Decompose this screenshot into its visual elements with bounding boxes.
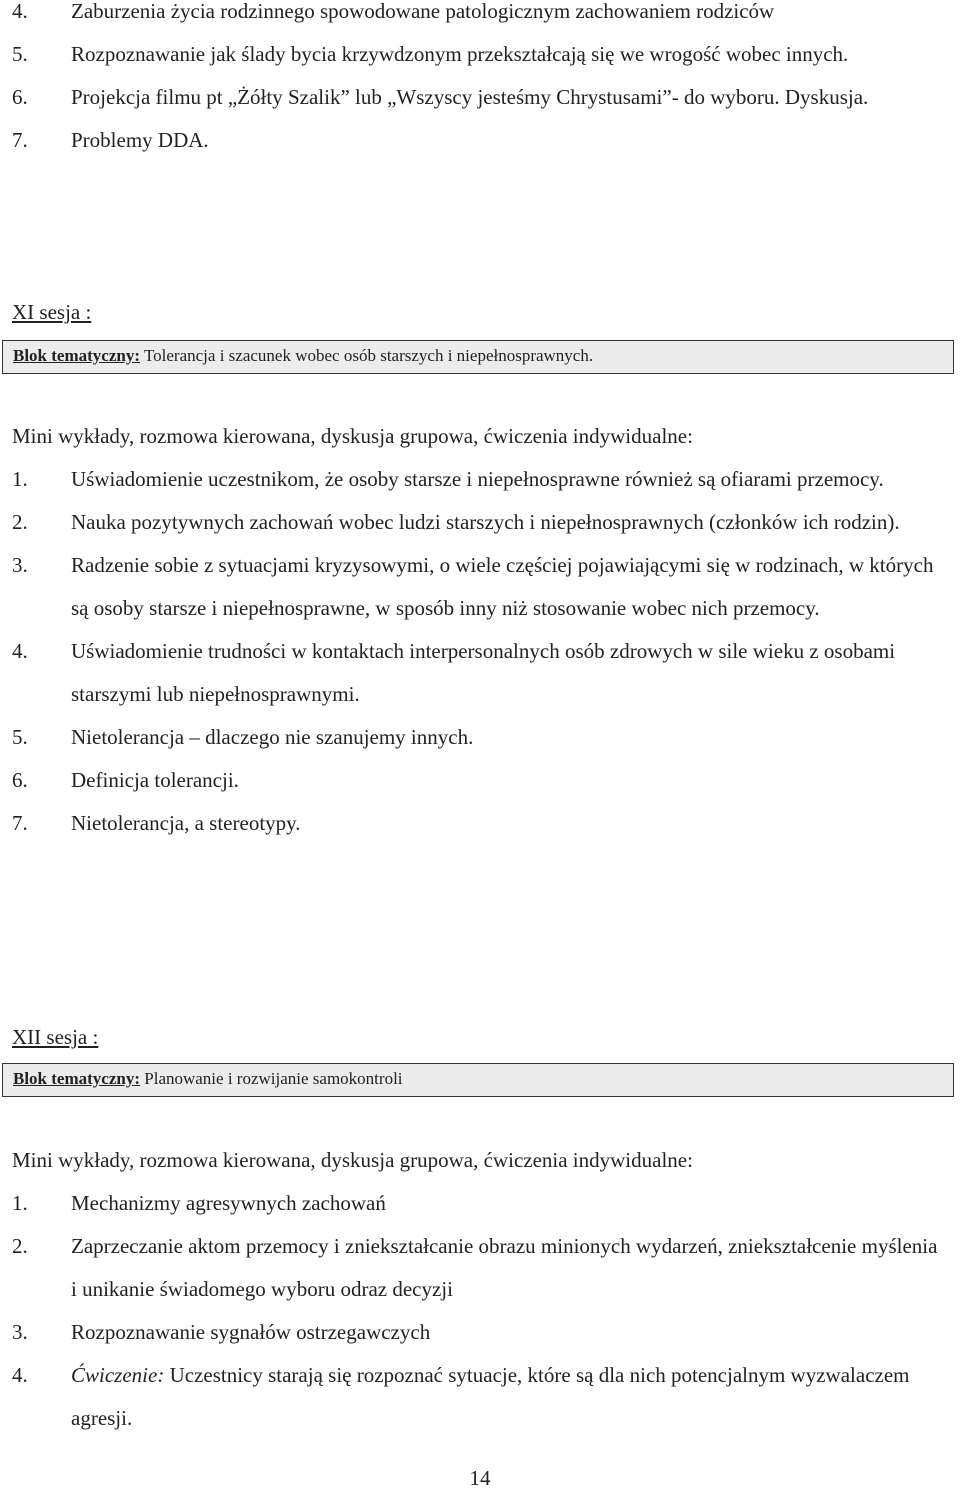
session-11-title: XI sesja : bbox=[12, 300, 92, 324]
list-item: 1. Uświadomienie uczestnikom, że osoby starsze i niepełnosprawne również są ofiarami przemocy. bbox=[12, 467, 884, 491]
session-11-intro: Mini wykłady, rozmowa kierowana, dyskusja grupowa, ćwiczenia indywidualne: bbox=[12, 424, 693, 448]
exercise-label: Ćwiczenie: bbox=[71, 1363, 165, 1387]
list-item: 4. Zaburzenia życia rodzinnego spowodowane patologicznym zachowaniem rodziców bbox=[12, 0, 775, 23]
list-item: 6. Projekcja filmu pt „Żółty Szalik” lub „Wszyscy jesteśmy Chrystusami”- do wyboru. Dyskusja. bbox=[12, 85, 869, 109]
session-11-list bbox=[0, 458, 960, 845]
list-item: 4. Uświadomienie trudności w kontaktach interpersonalnych osób zdrowych w sile wieku z osobami starszymi lub niepełnosprawnymi. bbox=[12, 639, 896, 706]
list-item: 2. Zaprzeczanie aktom przemocy i zniekształcanie obrazu minionych wydarzeń, zniekształcenie myślenia i unikanie świadomego wyboru odraz decyzji bbox=[12, 1234, 938, 1301]
top-list bbox=[0, 0, 960, 162]
session-12-title: XII sesja : bbox=[12, 1025, 99, 1049]
list-item: 3. Radzenie sobie z sytuacjami kryzysowymi, o wiele częściej pojawiającymi się w rodzinach, w których są osoby starsze i niepełnosprawne, w sposób inny niż stosowanie wobec nich przemocy. bbox=[12, 553, 934, 620]
theme-label: Blok tematyczny: bbox=[13, 1069, 141, 1088]
session-12-theme-box bbox=[2, 1063, 954, 1097]
list-item: 1. Mechanizmy agresywnych zachowań bbox=[12, 1191, 386, 1215]
session-12-list bbox=[0, 1182, 960, 1440]
list-item: 4. Ćwiczenie: Uczestnicy starają się rozpoznać sytuacje, które są dla nich potencjalnym wyzwalaczem agresji. bbox=[12, 1363, 910, 1430]
session-11-theme-box bbox=[2, 340, 954, 374]
list-item: 7. Nietolerancja, a stereotypy. bbox=[12, 811, 301, 835]
theme-text: Tolerancja i szacunek wobec osób starszych i niepełnosprawnych. bbox=[140, 346, 594, 365]
theme-label: Blok tematyczny: bbox=[13, 346, 141, 365]
list-item: 3. Rozpoznawanie sygnałów ostrzegawczych bbox=[12, 1320, 431, 1344]
list-item: 7. Problemy DDA. bbox=[12, 128, 209, 152]
list-item: 5. Nietolerancja – dlaczego nie szanujemy innych. bbox=[12, 725, 474, 749]
page-number: 14 bbox=[469, 1466, 491, 1490]
list-item: 6. Definicja tolerancji. bbox=[12, 768, 239, 792]
list-item: 5. Rozpoznawanie jak ślady bycia krzywdzonym przekształcają się we wrogość wobec innych. bbox=[12, 42, 849, 66]
list-item: 2. Nauka pozytywnych zachowań wobec ludzi starszych i niepełnosprawnych (członków ich rodzin). bbox=[12, 510, 900, 534]
theme-text: Planowanie i rozwijanie samokontroli bbox=[140, 1069, 403, 1088]
session-12-intro: Mini wykłady, rozmowa kierowana, dyskusja grupowa, ćwiczenia indywidualne: bbox=[12, 1148, 693, 1172]
